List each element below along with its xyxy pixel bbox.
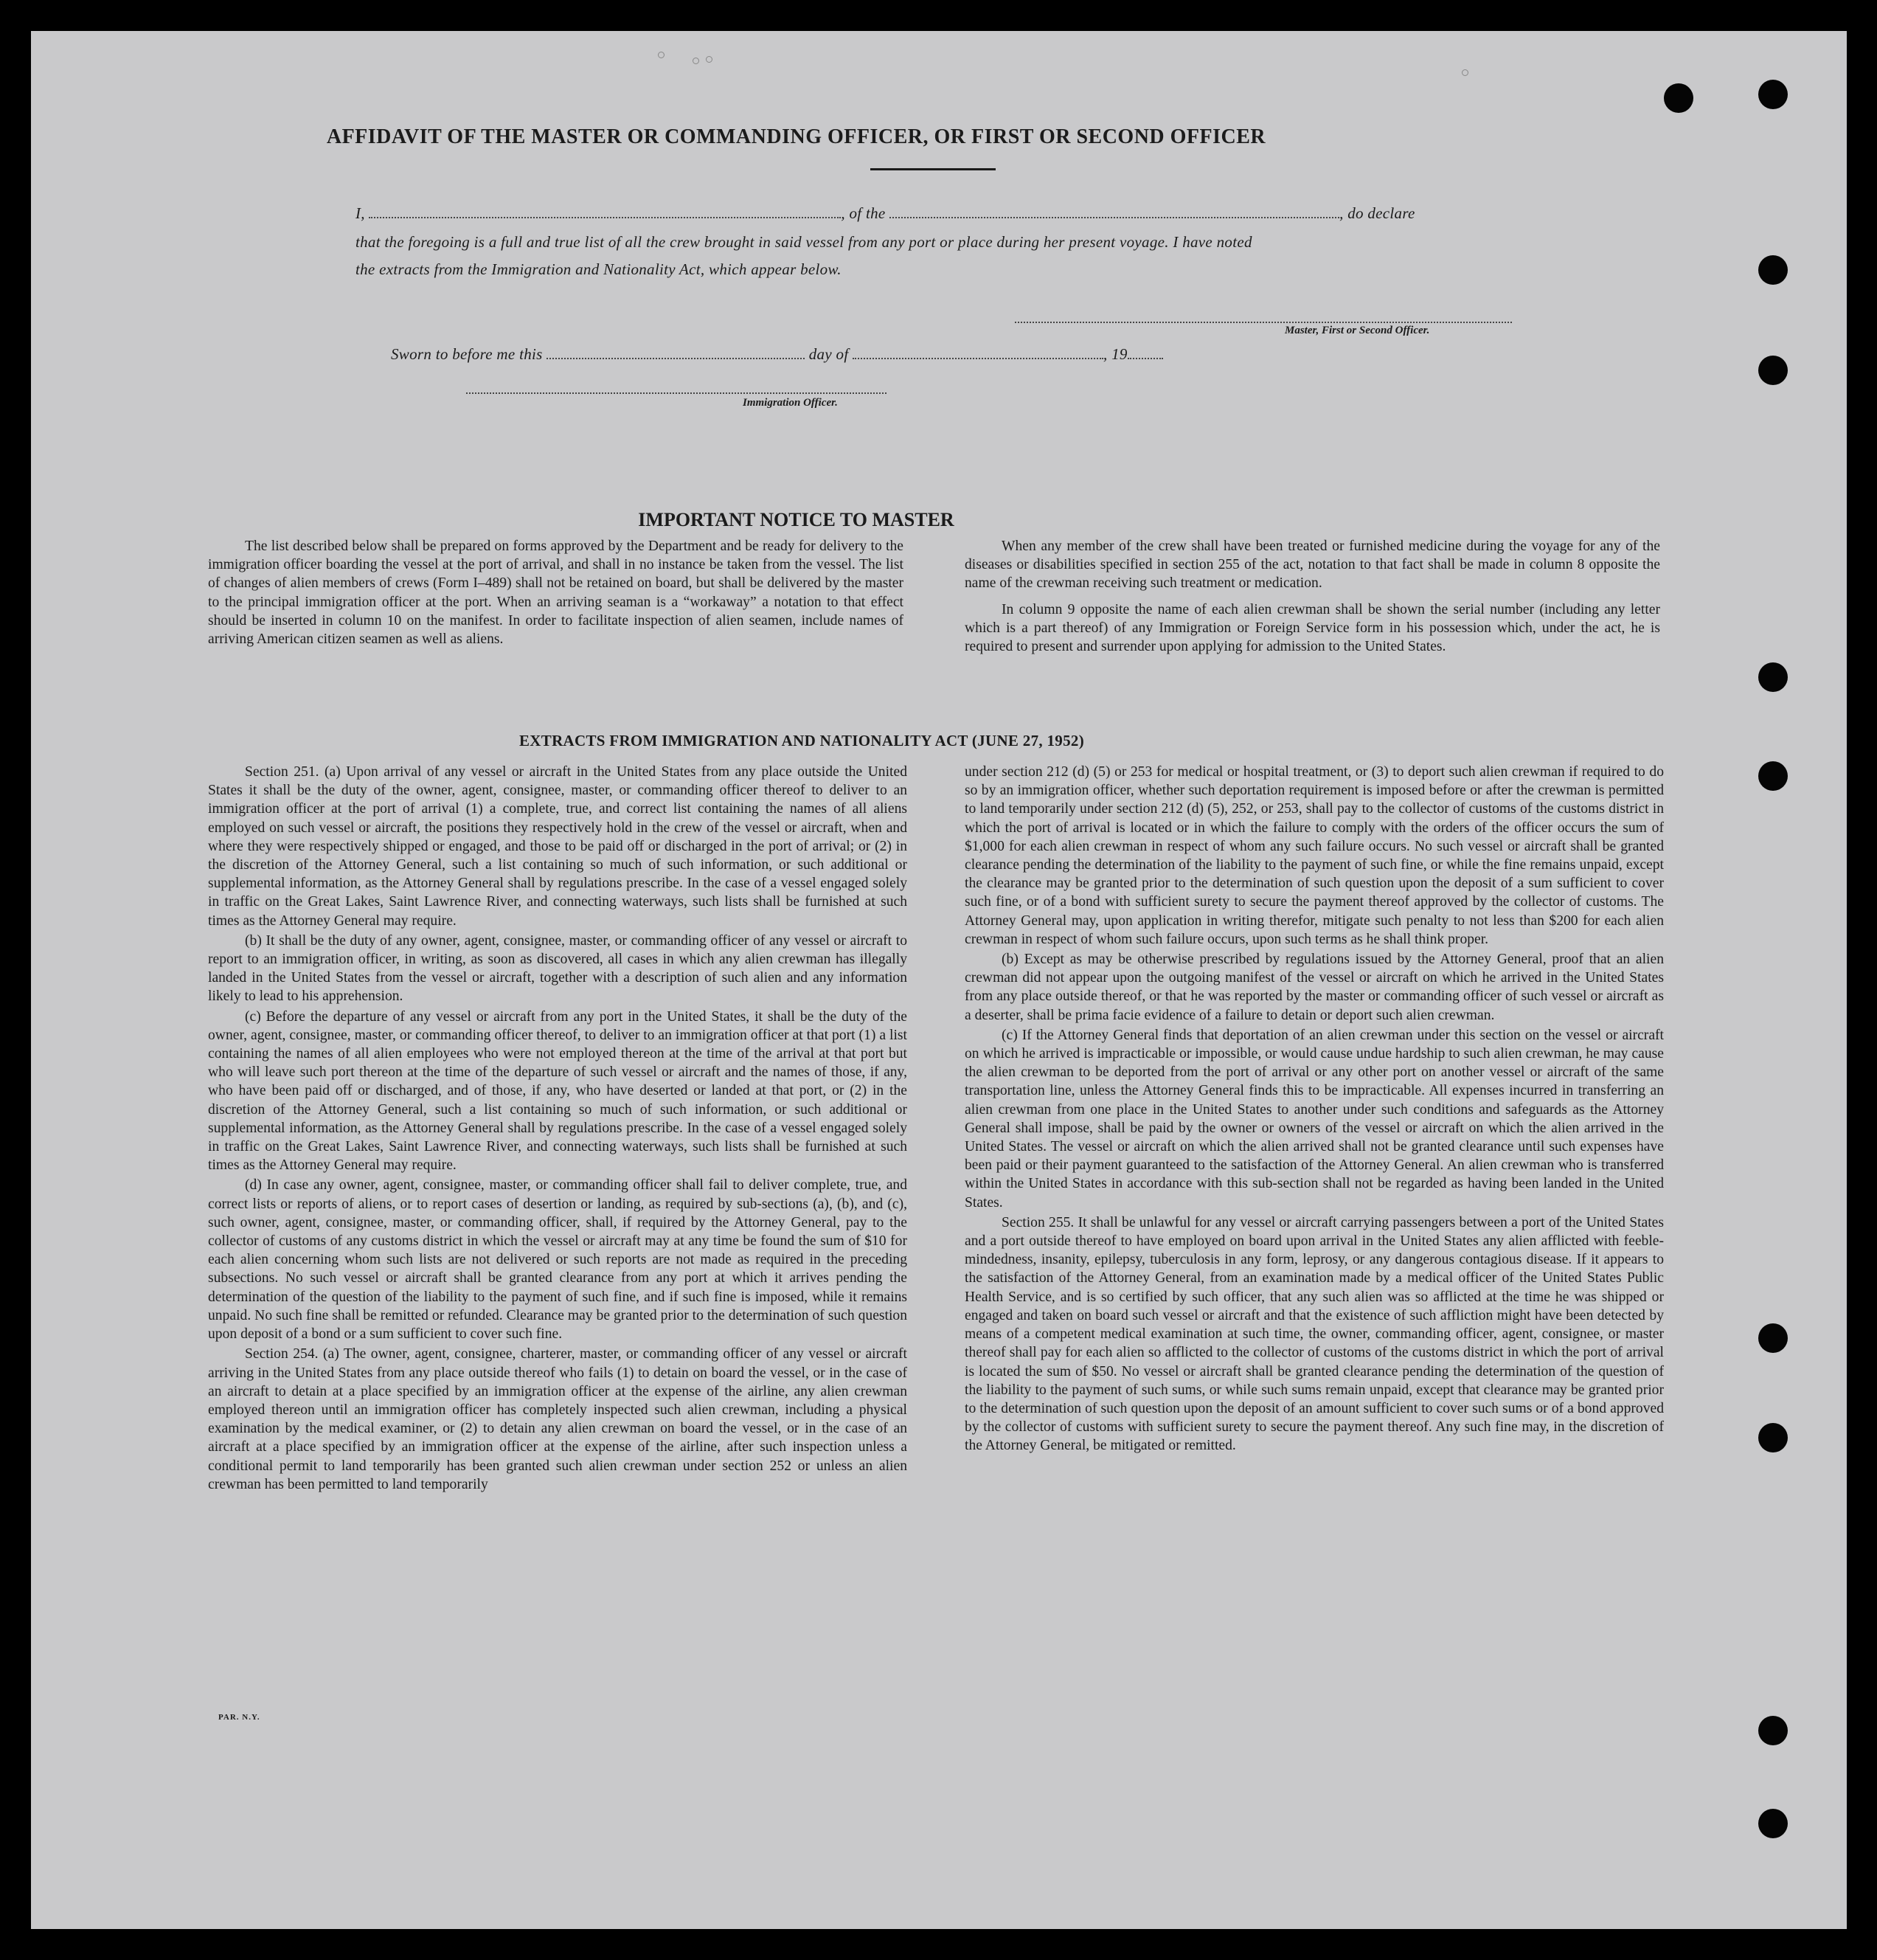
punch-hole: [1758, 1809, 1788, 1838]
notice-right-paragraph-2: In column 9 opposite the name of each alien crewman shall be shown the serial number (including any letter which is a part thereof) of any Immigration or Foreign Service form in his possession which, under the act, he is required to present and surrender upon applying for admission to the United States.: [965, 601, 1660, 655]
paper-speck: [693, 58, 699, 64]
section-251-b: (b) It shall be the duty of any owner, agent, consignee, master, or commanding officer of any vessel or aircraft to report to an immigration officer, in writing, as soon as discovered, all cases in which any alien crewman has illegally landed in the United States from the vessel or aircraft, together with a description of such alien and any information likely to lead to his apprehension.: [208, 932, 907, 1005]
of-the-label: , of the: [841, 204, 886, 222]
printer-mark: PAR. N.Y.: [218, 1713, 260, 1722]
notice-left-paragraph: The list described below shall be prepared on forms approved by the Department and be ready for delivery to the immigration officer boarding the vessel at the port of arrival, and shall in no instance be taken from the vessel. The list of changes of alien members of crews (Form I–489) shall not be retained on board, but shall be delivered by the master to the principal immigration officer at the port. When an arriving seaman is a “workaway” a notation to that effect should be inserted in column 10 on the manifest. In order to facilitate inspection of alien seamen, include names of arriving American citizen seamen as well as aliens.: [208, 539, 903, 648]
extracts-title: EXTRACTS FROM IMMIGRATION AND NATIONALITY ACT (JUNE 27, 1952): [519, 732, 1084, 749]
declaration-line-1: [355, 200, 1547, 226]
master-signature-line[interactable]: [1015, 322, 1512, 323]
section-254-a: Section 254. (a) The owner, agent, consignee, charterer, master, or commanding officer of any vessel or aircraft arriving in the United States from any place outside thereof who fails (1) to detain on board the vessel, or in the case of an aircraft to detain at a place specified by an immigration officer at the expense of the airline, any alien crewman employed thereon until an immigration officer has completely inspected such alien crewman, including a physical examination by the medical examiner, or (2) to detain any alien crewman on board the vessel, or in the case of an aircraft at a place specified by an immigration officer at the expense of the airline, after such inspection unless a conditional permit to land temporarily has been granted such alien crewman under section 252 or unless an alien crewman has been permitted to land temporarily: [208, 1346, 907, 1492]
section-254-c: (c) If the Attorney General finds that deportation of an alien crewman under this section on the vessel or aircraft on which he arrived is impracticable or impossible, or would cause undue hardship to such alien crewman, he may cause the alien crewman to be deported from the port of arrival or any other port on another vessel or aircraft of the same transportation line, unless the Attorney General finds this to be impracticable. All expenses incurred in transferring an alien crewman from one place in the United States to another under such conditions and safeguards as the Attorney General shall impose, shall be paid by the owner or owners of the vessel or aircraft on which the alien arrived in the United States. The vessel or aircraft on which the alien arrived shall not be granted clearance until such expenses have been paid or their payment guaranteed to the satisfaction of the Attorney General. An alien crewman who is transferred within the United States in accordance with this sub-section shall not be regarded as having been landed in the United States.: [965, 1027, 1664, 1211]
immigration-officer-signature-line[interactable]: [466, 392, 887, 394]
punch-hole: [1758, 80, 1788, 109]
paper-speck: [706, 56, 712, 63]
declarant-name-field[interactable]: [369, 202, 841, 218]
sworn-day-field[interactable]: [547, 343, 805, 359]
punch-hole: [1664, 83, 1693, 113]
sworn-month-field[interactable]: [853, 343, 1103, 359]
punch-hole: [1758, 662, 1788, 692]
declarant-prefix: I,: [355, 204, 365, 222]
punch-hole: [1758, 761, 1788, 791]
notice-right-paragraph-1: When any member of the crew shall have been treated or furnished medicine during the voyage for any of the diseases or disabilities specified in section 255 of the act, notation to that fact shall be made in column 8 opposite the name of the crewman receiving such treatment or medication.: [965, 539, 1660, 592]
section-254-a-continued: under section 212 (d) (5) or 253 for medical or hospital treatment, or (3) to deport such alien crewman if required to do so by an immigration officer, whether such deportation requirement is imposed before or after the crewman is permitted to land temporarily under section 212 (d) (5), 252, or 253, shall pay to the collector of customs of the customs district in which the port of arrival is located or in which the failure to comply with the orders of the officer occurs the sum of $1,000 for each alien crewman in respect of whom any such failure occurs. No such vessel or aircraft shall be granted clearance pending the determination of the liability to the payment of such fine, or while the fine remains unpaid, except the clearance may be granted prior to the determination of such question upon the deposit of a sum sufficient to cover such fine, or of a bond with sufficient surety to secure the payment thereof approved by the collector of customs. The Attorney General may, upon application in writing therefor, mitigate such penalty to not less than $200 for each alien crewman in respect of whom such failure occurs, upon such terms as he shall think proper.: [965, 764, 1664, 947]
paper-speck: [1462, 69, 1468, 76]
punch-hole: [1758, 1423, 1788, 1452]
day-of-label: day of: [808, 345, 849, 363]
declaration-line-2: that the foregoing is a full and true list of all the crew brought in said vessel from any port or place during her present voyage. I have noted: [355, 233, 1252, 251]
section-251-d: (d) In case any owner, agent, consignee, master, or commanding officer shall fail to deliver complete, true, and correct lists or reports of aliens, or to report cases of desertion or landing, as required by sub-sections (a), (b), and (c), such owner, agent, consignee, master, or commanding officer, shall, if required by the Attorney General, pay to the collector of customs of any customs district in which the vessel or aircraft may at any time be found the sum of $10 for each alien concerning whom such lists are not delivered or such reports are not made as required in the preceding subsections. No such vessel or aircraft shall be granted clearance from any port at which it arrives pending the determination of the question of the liability to the payment of such fine, and if such fine is imposed, while it remains unpaid. No such fine shall be remitted or refunded. Clearance may be granted prior to the determination of such question upon deposit of a bond or a sum sufficient to cover such fine.: [208, 1177, 907, 1343]
do-declare-label: , do declare: [1339, 204, 1415, 222]
master-signature-caption: Master, First or Second Officer.: [1285, 325, 1430, 336]
extracts-right-column: [965, 763, 1664, 1457]
extracts-left-column: [208, 763, 907, 1495]
notice-left-column: [208, 537, 903, 650]
notice-title: IMPORTANT NOTICE TO MASTER: [638, 509, 954, 530]
punch-hole: [1758, 255, 1788, 285]
sworn-line: [391, 341, 1350, 367]
section-251-c: (c) Before the departure of any vessel or aircraft from any port in the United States, it shall be the duty of the owner, agent, consignee, master, or commanding officer thereof, to deliver to an immigration officer at that port (1) a list containing the names of all alien employees who were not employed thereon at the time of the arrival at that port but who will leave such port thereon at the time of the departure of such vessel or aircraft and the names of those, if any, who have been paid off or discharged, and of those, if any, who have deserted or landed at that port, or (2) in the discretion of the Attorney General, such a list containing so much of such information, or such additional or supplemental information, as the Attorney General shall by regulations prescribe. In the case of a vessel engaged solely in traffic on the Great Lakes, Saint Lawrence River, and connecting waterways, such lists shall be furnished at such times as the Attorney General may require.: [208, 1008, 907, 1174]
punch-hole: [1758, 356, 1788, 385]
affidavit-title: AFFIDAVIT OF THE MASTER OR COMMANDING OFFICER, OR FIRST OR SECOND OFFICER: [326, 125, 1266, 148]
title-underline: [870, 168, 996, 170]
punch-hole: [1758, 1716, 1788, 1745]
declaration-line-3: the extracts from the Immigration and Nationality Act, which appear below.: [355, 260, 842, 278]
vessel-name-field[interactable]: [889, 202, 1339, 218]
sworn-label: Sworn to before me this: [391, 345, 543, 363]
immigration-officer-caption: Immigration Officer.: [743, 397, 838, 409]
section-255: Section 255. It shall be unlawful for any vessel or aircraft carrying passengers between a port of the United States and a port outside thereof to have employed on board upon arrival in the United States any alien afflicted with feeble-mindedness, insanity, epilepsy, tuberculosis in any form, leprosy, or any dangerous contagious disease. If it appears to the satisfaction of the Attorney General, from an examination made by a medical officer of the United States Public Health Service, and is so certified by such officer, that any such alien was so afflicted at the time he was shipped or engaged and taken on board such vessel or aircraft and that the existence of such affliction might have been detected by means of a competent medical examination at such time, the owner, commanding officer, agent, consignee, or master thereof shall pay for each alien so afflicted to the collector of customs of the customs district in which the port of arrival is located the sum of $50. No vessel or aircraft shall be granted clearance pending the determination of the question of the liability to the payment of such sums, or while such sums remain unpaid, except that clearance may be granted prior to the determination of such question upon the deposit of an amount sufficient to cover such sums or of a bond approved by the collector of customs with sufficient surety to secure the payment thereof. Any such fine may, in the discretion of the Attorney General, be mitigated or remitted.: [965, 1214, 1664, 1454]
sworn-year-field[interactable]: [1128, 343, 1163, 359]
notice-right-column: [965, 537, 1660, 657]
section-254-b: (b) Except as may be otherwise prescribed by regulations issued by the Attorney General, proof that an alien crewman did not appear upon the outgoing manifest of the vessel or aircraft on which he arrived in the United States from any place outside thereof, or that he was reported by the master or commanding officer of such vessel or aircraft as a deserter, shall be prima facie evidence of a failure to detain or deport such alien crewman.: [965, 952, 1664, 1023]
section-251-a: Section 251. (a) Upon arrival of any vessel or aircraft in the United States from any place outside the United States it shall be the duty of the owner, agent, consignee, master, or commanding officer thereof to deliver to an immigration officer at the port of arrival (1) a complete, true, and correct list containing the names of all aliens employed on such vessel or aircraft, the positions they respectively hold in the crew of the vessel or aircraft, when and where they were respectively shipped or engaged, and those to be paid off or discharged in the port of arrival; or (2) in the discretion of the Attorney General, such a list containing so much of such information, or such additional or supplemental information, as the Attorney General shall by regulations prescribe. In the case of a vessel engaged solely in traffic on the Great Lakes, Saint Lawrence River, and connecting waterways, such lists shall be furnished at such times as the Attorney General may require.: [208, 764, 907, 929]
paper-speck: [658, 52, 665, 58]
punch-hole: [1758, 1323, 1788, 1353]
form-page: [31, 31, 1847, 1929]
year-prefix-label: , 19: [1103, 345, 1128, 363]
